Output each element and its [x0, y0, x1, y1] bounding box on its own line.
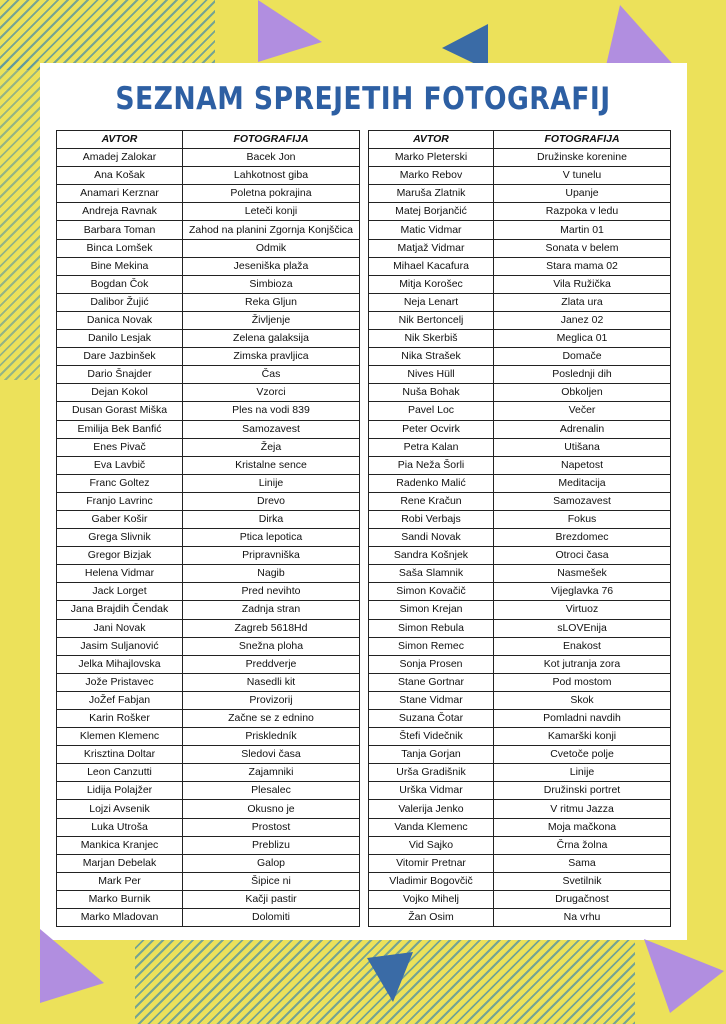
- author-cell: Simon Kovačič: [369, 583, 494, 601]
- photo-cell: Vzorci: [183, 384, 360, 402]
- author-cell: Jani Novak: [57, 619, 183, 637]
- photo-cell: Zadnja stran: [183, 601, 360, 619]
- photo-cell: Drevo: [183, 492, 360, 510]
- photo-cell: Šipice ni: [183, 872, 360, 890]
- photo-cell: Ples na vodi 839: [183, 402, 360, 420]
- author-cell: Maruša Zlatnik: [369, 185, 494, 203]
- photo-cell: Družinski portret: [494, 782, 671, 800]
- photo-cell: V ritmu Jazza: [494, 800, 671, 818]
- photo-cell: Plesalec: [183, 782, 360, 800]
- author-cell: Neja Lenart: [369, 293, 494, 311]
- photo-cell: Martin 01: [494, 221, 671, 239]
- author-cell: Mankica Kranjec: [57, 836, 183, 854]
- author-cell: Pia Neža Šorli: [369, 456, 494, 474]
- author-cell: Marjan Debelak: [57, 854, 183, 872]
- table-row: [57, 420, 360, 438]
- photo-cell: Okusno je: [183, 800, 360, 818]
- author-cell: Sonja Prosen: [369, 655, 494, 673]
- table-row: [57, 348, 360, 366]
- author-cell: Danica Novak: [57, 311, 183, 329]
- author-cell: Dalibor Žujić: [57, 293, 183, 311]
- table-row: [369, 673, 671, 691]
- header-author: AVTOR: [369, 131, 494, 149]
- table-row: [57, 474, 360, 492]
- table-row: [57, 275, 360, 293]
- photo-cell: Poletna pokrajina: [183, 185, 360, 203]
- table-row: [369, 456, 671, 474]
- author-cell: Krisztina Doltar: [57, 746, 183, 764]
- table-row: [369, 619, 671, 637]
- author-cell: Enes Pivač: [57, 438, 183, 456]
- photo-cell: Preblizu: [183, 836, 360, 854]
- photo-cell: Žeja: [183, 438, 360, 456]
- photo-cell: Upanje: [494, 185, 671, 203]
- table-row: [57, 909, 360, 927]
- table-row: [57, 818, 360, 836]
- photo-cell: Večer: [494, 402, 671, 420]
- photo-cell: Kačji pastir: [183, 890, 360, 908]
- photo-cell: Kristalne sence: [183, 456, 360, 474]
- table-row: [369, 818, 671, 836]
- author-cell: Jože Pristavec: [57, 673, 183, 691]
- table-row: [57, 492, 360, 510]
- table-row: [369, 782, 671, 800]
- table-row: [369, 655, 671, 673]
- author-cell: Vitomir Pretnar: [369, 854, 494, 872]
- author-cell: Stane Vidmar: [369, 691, 494, 709]
- author-cell: JoŽef Fabjan: [57, 691, 183, 709]
- photo-cell: Brezdomec: [494, 529, 671, 547]
- photo-cell: Zahod na planini Zgornja Konjščica: [183, 221, 360, 239]
- table-row: [57, 836, 360, 854]
- table-row: [57, 746, 360, 764]
- author-cell: Amadej Zalokar: [57, 149, 183, 167]
- author-cell: Emilija Bek Banfić: [57, 420, 183, 438]
- photo-cell: Jeseniška plaža: [183, 257, 360, 275]
- photo-cell: Enakost: [494, 637, 671, 655]
- author-cell: Karin Rošker: [57, 710, 183, 728]
- author-cell: Binca Lomšek: [57, 239, 183, 257]
- table-row: [57, 402, 360, 420]
- purple-triangle-bottom-left-icon: [38, 925, 108, 1005]
- table-header-row: [57, 131, 360, 149]
- photo-cell: Začne se z ednino: [183, 710, 360, 728]
- table-row: [369, 710, 671, 728]
- photo-cell: Virtuoz: [494, 601, 671, 619]
- table-row: [57, 185, 360, 203]
- table-row: [369, 366, 671, 384]
- table-row: [57, 149, 360, 167]
- photo-cell: Pomladni navdih: [494, 710, 671, 728]
- author-cell: Dario Šnajder: [57, 366, 183, 384]
- author-cell: Nika Strašek: [369, 348, 494, 366]
- author-cell: Stane Gortnar: [369, 673, 494, 691]
- author-cell: Robi Verbajs: [369, 510, 494, 528]
- author-cell: Lidija Polajžer: [57, 782, 183, 800]
- author-cell: Simon Krejan: [369, 601, 494, 619]
- photo-cell: Provizorij: [183, 691, 360, 709]
- table-row: [369, 764, 671, 782]
- photo-cell: Zagreb 5618Hd: [183, 619, 360, 637]
- photo-cell: Skok: [494, 691, 671, 709]
- table-row: [369, 583, 671, 601]
- author-cell: Mihael Kacafura: [369, 257, 494, 275]
- photo-cell: Sama: [494, 854, 671, 872]
- photo-cell: Družinske korenine: [494, 149, 671, 167]
- author-cell: Vid Sajko: [369, 836, 494, 854]
- table-row: [57, 637, 360, 655]
- table-row: [57, 764, 360, 782]
- photo-table-right: [368, 130, 671, 927]
- table-row: [369, 890, 671, 908]
- author-cell: Dusan Gorast Miška: [57, 402, 183, 420]
- table-row: [369, 854, 671, 872]
- table-row: [369, 275, 671, 293]
- author-cell: Žan Osim: [369, 909, 494, 927]
- author-cell: Helena Vidmar: [57, 565, 183, 583]
- author-cell: Rene Kračun: [369, 492, 494, 510]
- photo-cell: Odmik: [183, 239, 360, 257]
- photo-cell: Vijeglavka 76: [494, 583, 671, 601]
- photo-cell: sLOVEnija: [494, 619, 671, 637]
- photo-cell: Reka Gljun: [183, 293, 360, 311]
- author-cell: Matic Vidmar: [369, 221, 494, 239]
- table-row: [57, 601, 360, 619]
- photo-cell: Vila Ružička: [494, 275, 671, 293]
- author-cell: Marko Mladovan: [57, 909, 183, 927]
- author-cell: Urša Gradišnik: [369, 764, 494, 782]
- photo-cell: Svetilnik: [494, 872, 671, 890]
- photo-cell: Stara mama 02: [494, 257, 671, 275]
- photo-cell: Simbioza: [183, 275, 360, 293]
- table-row: [57, 510, 360, 528]
- author-cell: Štefi Videčnik: [369, 728, 494, 746]
- photo-cell: Zlata ura: [494, 293, 671, 311]
- table-row: [57, 710, 360, 728]
- photo-cell: Razpoka v ledu: [494, 203, 671, 221]
- table-row: [369, 239, 671, 257]
- table-row: [369, 330, 671, 348]
- author-cell: Dejan Kokol: [57, 384, 183, 402]
- author-cell: Andreja Ravnak: [57, 203, 183, 221]
- table-row: [57, 203, 360, 221]
- photo-cell: Preddverje: [183, 655, 360, 673]
- photo-cell: Snežna ploha: [183, 637, 360, 655]
- table-row: [57, 728, 360, 746]
- author-cell: Lojzi Avsenik: [57, 800, 183, 818]
- table-row: [369, 167, 671, 185]
- table-row: [57, 167, 360, 185]
- photo-cell: Pred nevihto: [183, 583, 360, 601]
- photo-cell: Nasedli kit: [183, 673, 360, 691]
- photo-cell: Zimska pravljica: [183, 348, 360, 366]
- table-row: [57, 673, 360, 691]
- author-cell: Sandi Novak: [369, 529, 494, 547]
- photo-cell: Obkoljen: [494, 384, 671, 402]
- author-cell: Leon Canzutti: [57, 764, 183, 782]
- author-cell: Nik Bertoncelj: [369, 311, 494, 329]
- author-cell: Ana Košak: [57, 167, 183, 185]
- photo-cell: Dirka: [183, 510, 360, 528]
- table-row: [369, 384, 671, 402]
- author-cell: Jasim Suljanović: [57, 637, 183, 655]
- author-cell: Klemen Klemenc: [57, 728, 183, 746]
- table-row: [57, 257, 360, 275]
- photo-cell: Bacek Jon: [183, 149, 360, 167]
- author-cell: Anamari Kerznar: [57, 185, 183, 203]
- photo-table-left: [56, 130, 360, 927]
- author-cell: Bogdan Čok: [57, 275, 183, 293]
- photo-cell: Življenje: [183, 311, 360, 329]
- photo-cell: Samozavest: [494, 492, 671, 510]
- author-cell: Mark Per: [57, 872, 183, 890]
- author-cell: Dare Jazbinšek: [57, 348, 183, 366]
- header-photo: FOTOGRAFIJA: [183, 131, 360, 149]
- table-row: [57, 547, 360, 565]
- author-cell: Bine Mekina: [57, 257, 183, 275]
- table-row: [369, 691, 671, 709]
- author-cell: Matjaž Vidmar: [369, 239, 494, 257]
- photo-cell: Nagib: [183, 565, 360, 583]
- author-cell: Petra Kalan: [369, 438, 494, 456]
- author-cell: Barbara Toman: [57, 221, 183, 239]
- photo-cell: V tunelu: [494, 167, 671, 185]
- table-row: [369, 547, 671, 565]
- author-cell: Valerija Jenko: [369, 800, 494, 818]
- photo-cell: Črna žolna: [494, 836, 671, 854]
- author-cell: Nives Hüll: [369, 366, 494, 384]
- table-row: [369, 348, 671, 366]
- page-title: SEZNAM SPREJETIH FOTOGRAFIJ: [115, 81, 611, 117]
- author-cell: Marko Rebov: [369, 167, 494, 185]
- photo-cell: Lahkotnost giba: [183, 167, 360, 185]
- author-cell: Pavel Loc: [369, 402, 494, 420]
- table-row: [369, 872, 671, 890]
- table-row: [57, 293, 360, 311]
- header-author: AVTOR: [57, 131, 183, 149]
- purple-triangle-bottom-right-icon: [640, 935, 726, 1015]
- table-row: [369, 438, 671, 456]
- author-cell: Jelka Mihajlovska: [57, 655, 183, 673]
- table-row: [369, 149, 671, 167]
- table-row: [369, 293, 671, 311]
- photo-cell: Nasmešek: [494, 565, 671, 583]
- author-cell: Jack Lorget: [57, 583, 183, 601]
- table-row: [57, 583, 360, 601]
- table-row: [57, 239, 360, 257]
- photo-cell: Napetost: [494, 456, 671, 474]
- table-header-row: [369, 131, 671, 149]
- table-row: [369, 420, 671, 438]
- author-cell: Vladimir Bogovčič: [369, 872, 494, 890]
- table-row: [57, 565, 360, 583]
- blue-triangle-top-icon: [440, 10, 500, 70]
- table-row: [369, 909, 671, 927]
- table-row: [369, 529, 671, 547]
- table-row: [369, 836, 671, 854]
- author-cell: Danilo Lesjak: [57, 330, 183, 348]
- author-cell: Jana Brajdih Čendak: [57, 601, 183, 619]
- author-cell: Vojko Mihelj: [369, 890, 494, 908]
- author-cell: Simon Rebula: [369, 619, 494, 637]
- photo-cell: Fokus: [494, 510, 671, 528]
- photo-cell: Otroci časa: [494, 547, 671, 565]
- table-row: [369, 402, 671, 420]
- author-cell: Saša Slamnik: [369, 565, 494, 583]
- author-cell: Franc Goltez: [57, 474, 183, 492]
- table-row: [57, 890, 360, 908]
- photo-cell: Meditacija: [494, 474, 671, 492]
- photo-cell: Kamarški konji: [494, 728, 671, 746]
- photo-cell: Domače: [494, 348, 671, 366]
- author-cell: Sandra Košnjek: [369, 547, 494, 565]
- table-row: [57, 854, 360, 872]
- photo-cell: Čas: [183, 366, 360, 384]
- author-cell: Radenko Malić: [369, 474, 494, 492]
- table-row: [369, 311, 671, 329]
- author-cell: Vanda Klemenc: [369, 818, 494, 836]
- author-cell: Franjo Lavrinc: [57, 492, 183, 510]
- table-row: [369, 601, 671, 619]
- author-cell: Matej Borjančić: [369, 203, 494, 221]
- photo-cell: Sledovi časa: [183, 746, 360, 764]
- photo-cell: Sonata v belem: [494, 239, 671, 257]
- author-cell: Eva Lavbič: [57, 456, 183, 474]
- photo-cell: Pod mostom: [494, 673, 671, 691]
- photo-cell: Utišana: [494, 438, 671, 456]
- table-row: [57, 782, 360, 800]
- photo-cell: Na vrhu: [494, 909, 671, 927]
- author-cell: Mitja Korošec: [369, 275, 494, 293]
- author-cell: Gregor Bizjak: [57, 547, 183, 565]
- purple-triangle-top-icon: [250, 0, 330, 70]
- table-row: [57, 800, 360, 818]
- photo-cell: Poslednji dih: [494, 366, 671, 384]
- table-row: [369, 510, 671, 528]
- table-row: [57, 691, 360, 709]
- table-row: [57, 330, 360, 348]
- photo-cell: Leteči konji: [183, 203, 360, 221]
- author-cell: Simon Remec: [369, 637, 494, 655]
- photo-cell: Samozavest: [183, 420, 360, 438]
- author-cell: Grega Slivnik: [57, 529, 183, 547]
- photo-cell: Pripravniška: [183, 547, 360, 565]
- author-cell: Peter Ocvirk: [369, 420, 494, 438]
- table-row: [57, 529, 360, 547]
- author-cell: Marko Pleterski: [369, 149, 494, 167]
- photo-cell: Zajamniki: [183, 764, 360, 782]
- blue-triangle-bottom-icon: [365, 950, 415, 1004]
- table-row: [57, 456, 360, 474]
- table-row: [57, 655, 360, 673]
- table-row: [57, 221, 360, 239]
- author-cell: Gaber Košir: [57, 510, 183, 528]
- photo-cell: Zelena galaksija: [183, 330, 360, 348]
- author-cell: Suzana Čotar: [369, 710, 494, 728]
- table-row: [57, 366, 360, 384]
- table-row: [369, 221, 671, 239]
- author-cell: Urška Vidmar: [369, 782, 494, 800]
- photo-cell: Moja mačkona: [494, 818, 671, 836]
- table-row: [57, 619, 360, 637]
- photo-cell: Priskledník: [183, 728, 360, 746]
- photo-cell: Kot jutranja zora: [494, 655, 671, 673]
- photo-cell: Dolomiti: [183, 909, 360, 927]
- photo-cell: Adrenalin: [494, 420, 671, 438]
- photo-cell: Drugačnost: [494, 890, 671, 908]
- author-cell: Tanja Gorjan: [369, 746, 494, 764]
- table-row: [369, 746, 671, 764]
- table-row: [369, 492, 671, 510]
- stripe-pattern-left: [0, 60, 40, 380]
- photo-cell: Cvetoče polje: [494, 746, 671, 764]
- table-row: [57, 872, 360, 890]
- table-row: [369, 203, 671, 221]
- table-row: [369, 185, 671, 203]
- author-cell: Nik Skerbiš: [369, 330, 494, 348]
- table-row: [57, 311, 360, 329]
- author-cell: Luka Utroša: [57, 818, 183, 836]
- table-row: [369, 728, 671, 746]
- header-photo: FOTOGRAFIJA: [494, 131, 671, 149]
- table-row: [369, 257, 671, 275]
- author-cell: Nuša Bohak: [369, 384, 494, 402]
- photo-cell: Prostost: [183, 818, 360, 836]
- photo-cell: Ptica lepotica: [183, 529, 360, 547]
- photo-cell: Linije: [183, 474, 360, 492]
- table-row: [369, 800, 671, 818]
- photo-cell: Janez 02: [494, 311, 671, 329]
- table-row: [57, 438, 360, 456]
- photo-cell: Galop: [183, 854, 360, 872]
- table-row: [369, 474, 671, 492]
- author-cell: Marko Burnik: [57, 890, 183, 908]
- photo-cell: Linije: [494, 764, 671, 782]
- table-row: [369, 637, 671, 655]
- table-row: [369, 565, 671, 583]
- table-row: [57, 384, 360, 402]
- photo-cell: Meglica 01: [494, 330, 671, 348]
